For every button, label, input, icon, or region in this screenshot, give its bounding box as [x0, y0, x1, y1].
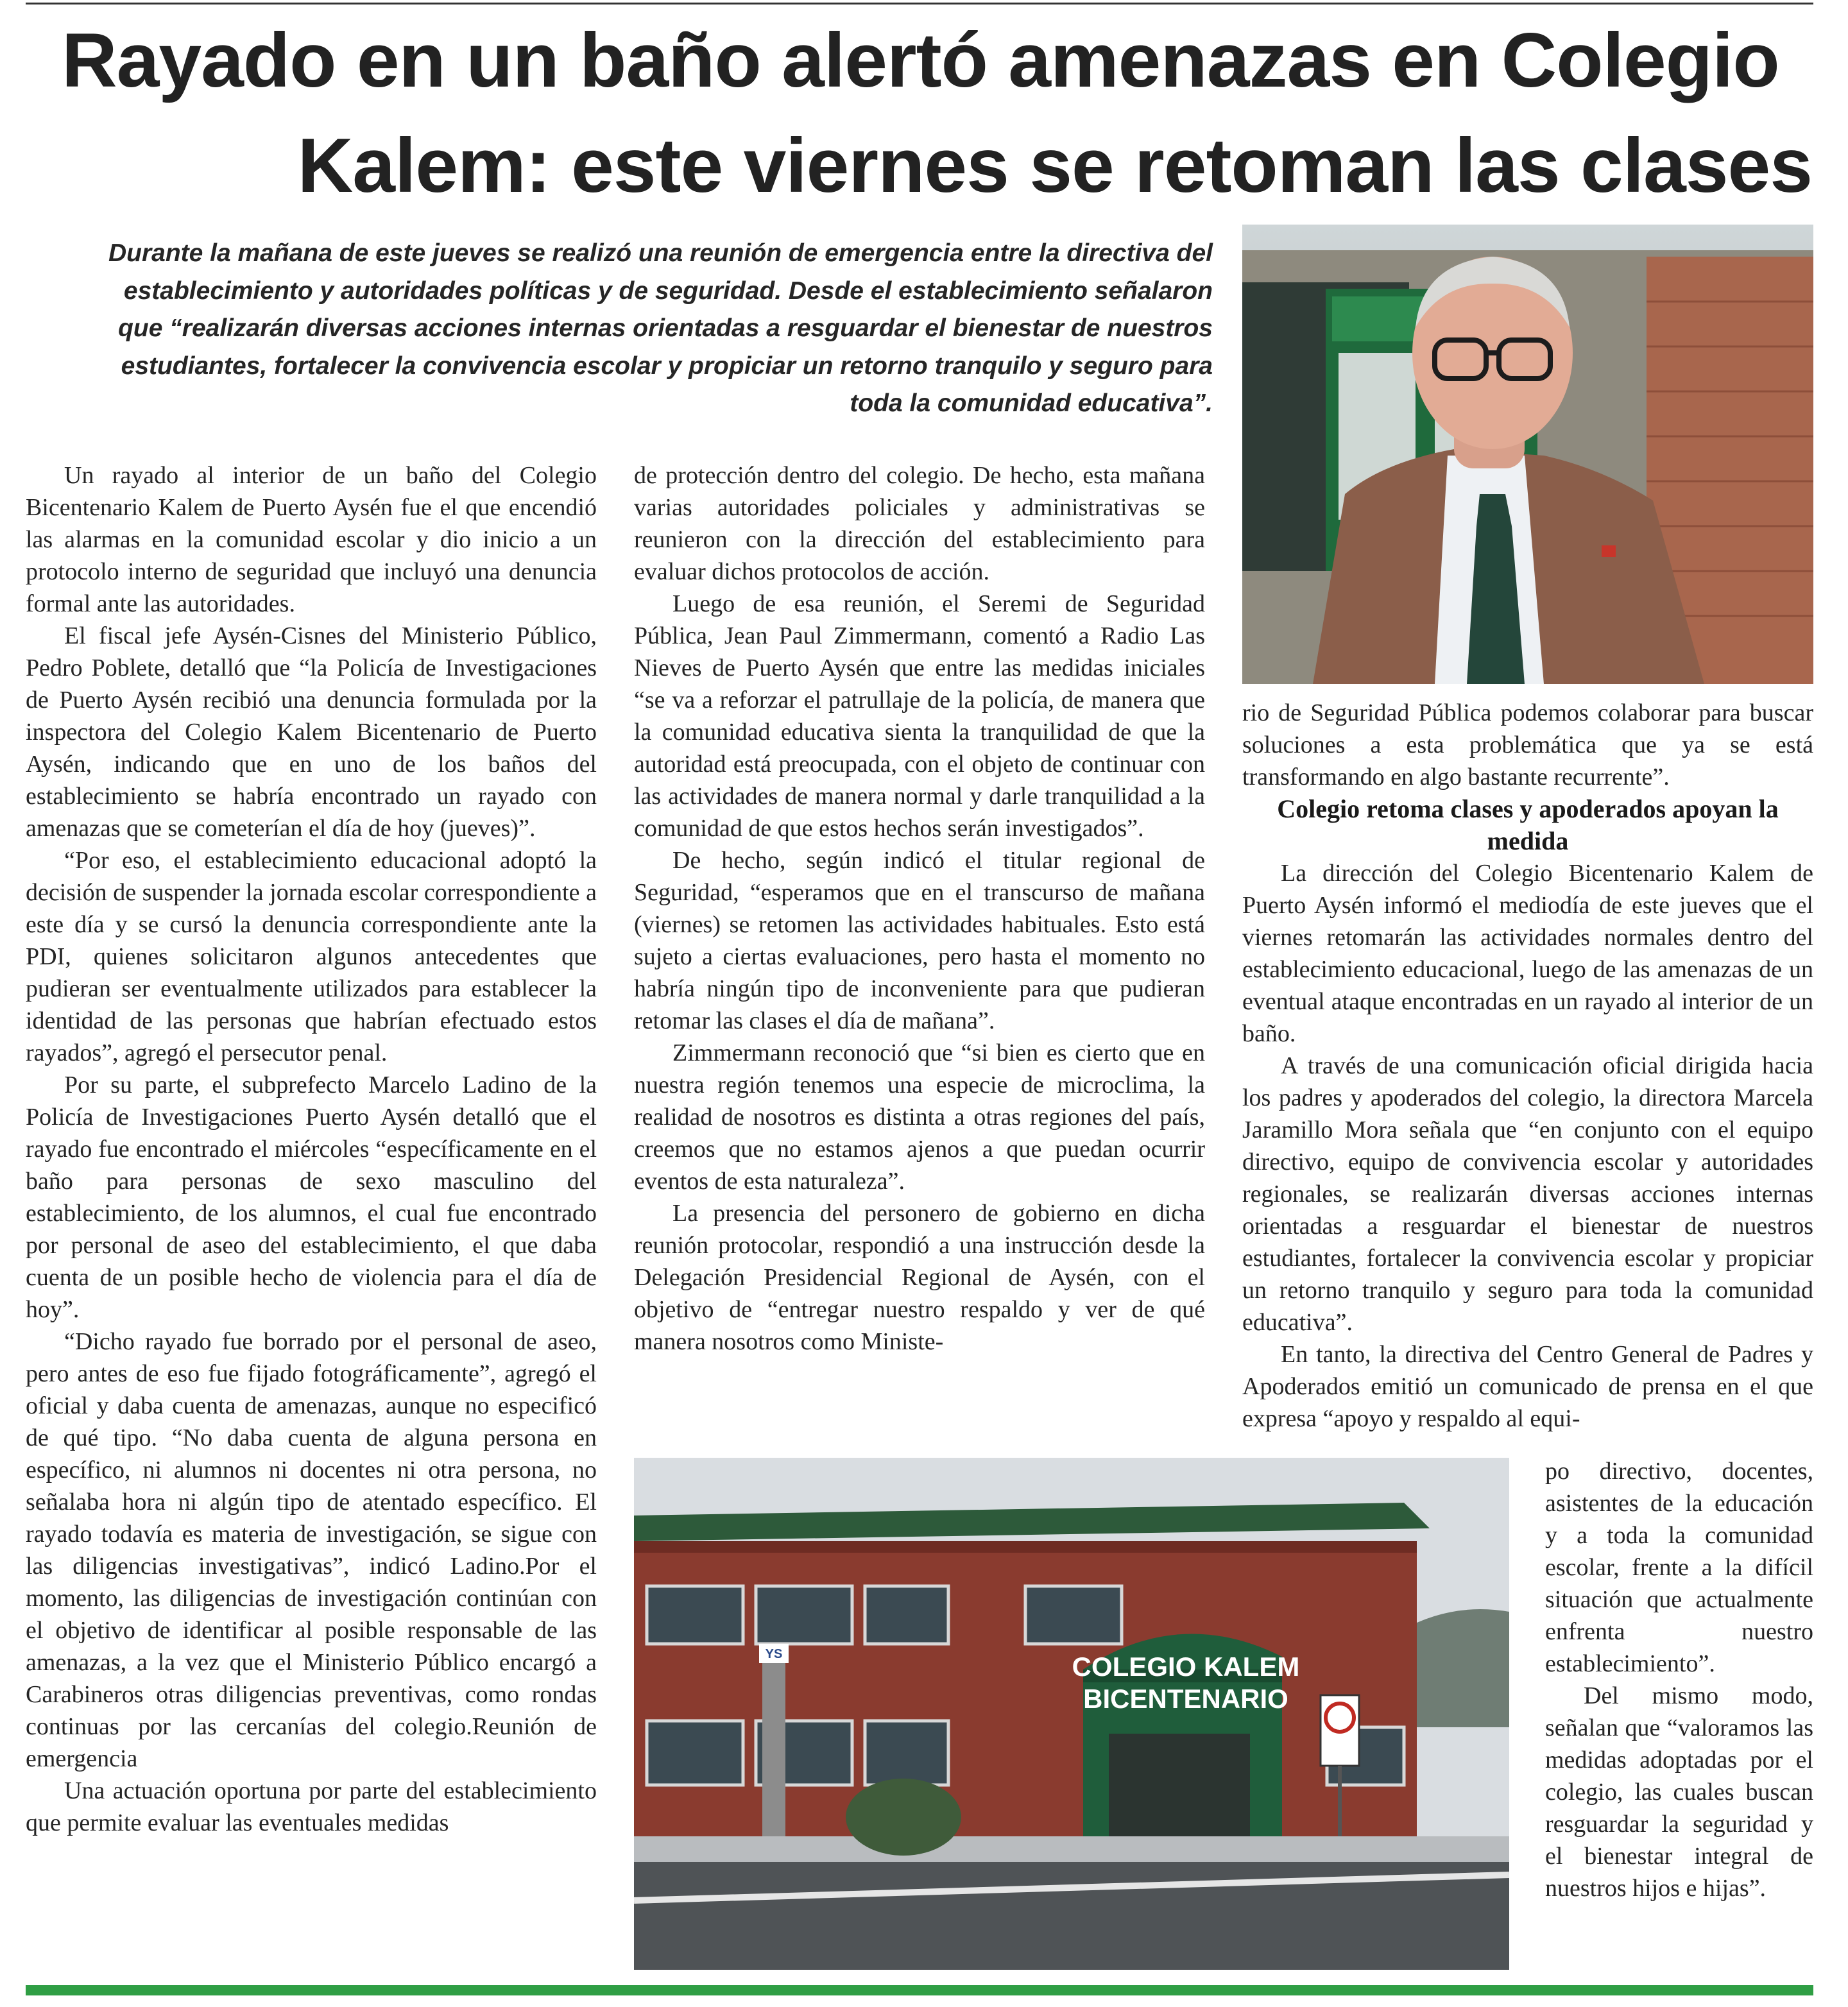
paragraph: “Dicho rayado fue borrado por el personal de aseo, pero antes de eso fue fijado fotográficamente”, agregó el oficial y daba cuenta de amenazas, aunque no especificó de qué tipo. “No daba cuenta de alguna persona en específico, ni alumnos ni docentes ni otra persona, no señalaba hora ni algún tipo de atentado específico. El rayado todavía es materia de investigación, se sigue con las diligencias investigativas”, indicó Ladino.Por el momento, las diligencias de investigación continúan con el objetivo de identificar al posible responsable de las amenazas, a la vez que el Ministerio Público encargó a Carabineros otras diligencias preventivas, como rondas continuas por las cercanías del colegio.Reunión de emergencia — [26, 1328, 597, 1772]
top-rule — [26, 3, 1813, 4]
paragraph-continuation: rio de Seguridad Pública podemos colaborar para buscar soluciones a esta problemática que ya se está transformando en algo bastante recurrente”. — [1242, 699, 1813, 790]
paragraph: Un rayado al interior de un baño del Colegio Bicentenario Kalem de Puerto Aysén fue el que encendió las alarmas en la comunidad escolar y dio inicio a un protocolo interno de seguridad que incluyó una denuncia formal ante las autoridades. — [26, 462, 597, 617]
article-column-1 — [26, 459, 597, 1839]
subheading: Colegio retoma clases y apoderados apoyan la medida — [1277, 794, 1779, 855]
paragraph-continuation: po directivo, docentes, asistentes de la educación y a toda la comunidad escolar, frente a la difícil situación que actualmente enfrenta nuestro establecimiento”. — [1545, 1458, 1813, 1677]
headline-line-1: Rayado en un baño alertó amenazas en Colegio — [62, 17, 1779, 103]
school-sign-line-2: BICENTENARIO — [1083, 1684, 1288, 1714]
paragraph: A través de una comunicación oficial dirigida hacia los padres y apoderados del colegio, la directora Marcela Jaramillo Mora señala que “en conjunto con el equipo directivo, equipo de convivencia escolar y autoridades regionales, se realizarán diversas acciones internas orientadas a resguardar el bienestar de nuestros estudiantes, fortalecer la convivencia escolar y propiciar un retorno tranquilo y seguro para toda la comunidad educativa”. — [1242, 1052, 1813, 1336]
school-illustration — [634, 1458, 1509, 1970]
paragraph: El fiscal jefe Aysén-Cisnes del Ministerio Público, Pedro Poblete, detalló que “la Policía de Investigaciones de Puerto Aysén recibió una denuncia formulada por la inspectora del Colegio Kalem Bicentenario de Puerto Aysén, indicando que en uno de los baños del establecimiento se habría encontrado un rayado con amenazas que se cometerían el día de hoy (jueves)”. — [26, 622, 597, 842]
article-column-3 — [1242, 697, 1813, 1435]
school-photo — [634, 1458, 1509, 1970]
paragraph: Una actuación oportuna por parte del establecimiento que permite evaluar las eventuales medidas — [26, 1777, 597, 1836]
lead-paragraph: Durante la mañana de este jueves se realizó una reunión de emergencia entre la directiva del establecimiento y autoridades políticas y de seguridad. Desde el establecimiento señalaron que “realizarán diversas acciones internas orientadas a resguardar el bienestar de nuestros estudiantes, fortalecer la convivencia escolar y propiciar un retorno tranquilo y seguro para toda la comunidad educativa”. — [108, 239, 1213, 417]
paragraph: La dirección del Colegio Bicentenario Kalem de Puerto Aysén informó el mediodía de este jueves que el viernes retomarán las actividades normales dentro del establecimiento educacional, luego de las amenazas de un eventual ataque encontradas en un rayado al interior de un baño. — [1242, 860, 1813, 1047]
paragraph: Zimmermann reconoció que “si bien es cierto que en nuestra región tenemos una especie de microclima, la realidad de nosotros es distinta a otras regiones del país, creemos que no estamos ajenos a que puedan ocurrir eventos de esta naturaleza”. — [634, 1039, 1205, 1195]
post-sign-text: YS — [765, 1647, 783, 1661]
paragraph: Del mismo modo, señalan que “valoramos las medidas adoptadas por el colegio, las cuales buscan resguardar la seguridad y el bienestar integral de nuestros hijos e hijas”. — [1545, 1682, 1813, 1902]
school-sign-line-1: COLEGIO KALEM — [1072, 1652, 1300, 1682]
portrait-illustration — [1242, 225, 1813, 684]
article-column-2 — [634, 459, 1205, 1358]
paragraph: La presencia del personero de gobierno en dicha reunión protocolar, respondió a una instrucción desde la Delegación Presidencial Regional de Aysén, con el objetivo de “entregar nuestro respaldo y ver de qué manera nosotros como Ministe- — [634, 1200, 1205, 1355]
paragraph: Por su parte, el subprefecto Marcelo Ladino de la Policía de Investigaciones Puerto Aysén detalló que el rayado fue encontrado el miércoles “específicamente en el baño para personas de sexo masculino del establecimiento, de los alumnos, el cual fue encontrado por personal de aseo del establecimiento, el que daba cuenta de un posible hecho de violencia para el día de hoy”. — [26, 1072, 597, 1323]
paragraph: “Por eso, el establecimiento educacional adoptó la decisión de suspender la jornada escolar correspondiente a este día y se cursó la denuncia correspondiente ante la PDI, quienes solicitaron algunos antecedentes que pudieran ser eventualmente utilizados para establecer la identidad de las personas que habrían efectuado estos rayados”, agregó el persecutor penal. — [26, 847, 597, 1066]
paragraph-continuation: de protección dentro del colegio. De hecho, esta mañana varias autoridades policiales y administrativas se reunieron con la dirección del establecimiento para evaluar dichos protocolos de acción. — [634, 462, 1205, 585]
paragraph: Luego de esa reunión, el Seremi de Seguridad Pública, Jean Paul Zimmermann, comentó a Radio Las Nieves de Puerto Aysén que entre las medidas iniciales “se va a reforzar el patrullaje de la policía, de manera que la comunidad educativa sienta la tranquilidad de que la autoridad está preocupada, con el objeto de continuar con las actividades de manera normal y darle tranquilidad a la comunidad de que estos hechos serán investigados”. — [634, 590, 1205, 842]
paragraph: De hecho, según indicó el titular regional de Seguridad, “esperamos que en el transcurso de mañana (viernes) se retomen las actividades habituales. Esto está sujeto a ciertas evaluaciones, pero hasta el momento no habría ningún tipo de inconveniente para que pudieran retomar las clases el día de mañana”. — [634, 847, 1205, 1034]
paragraph: En tanto, la directiva del Centro General de Padres y Apoderados emitió un comunicado de prensa en el que expresa “apoyo y respaldo al equi- — [1242, 1341, 1813, 1432]
portrait-photo — [1242, 225, 1813, 684]
headline-line-2: Kalem: este viernes se retoman las clases — [297, 123, 1812, 209]
article-column-3-narrow — [1545, 1455, 1813, 1904]
bottom-rule — [26, 1985, 1813, 1995]
